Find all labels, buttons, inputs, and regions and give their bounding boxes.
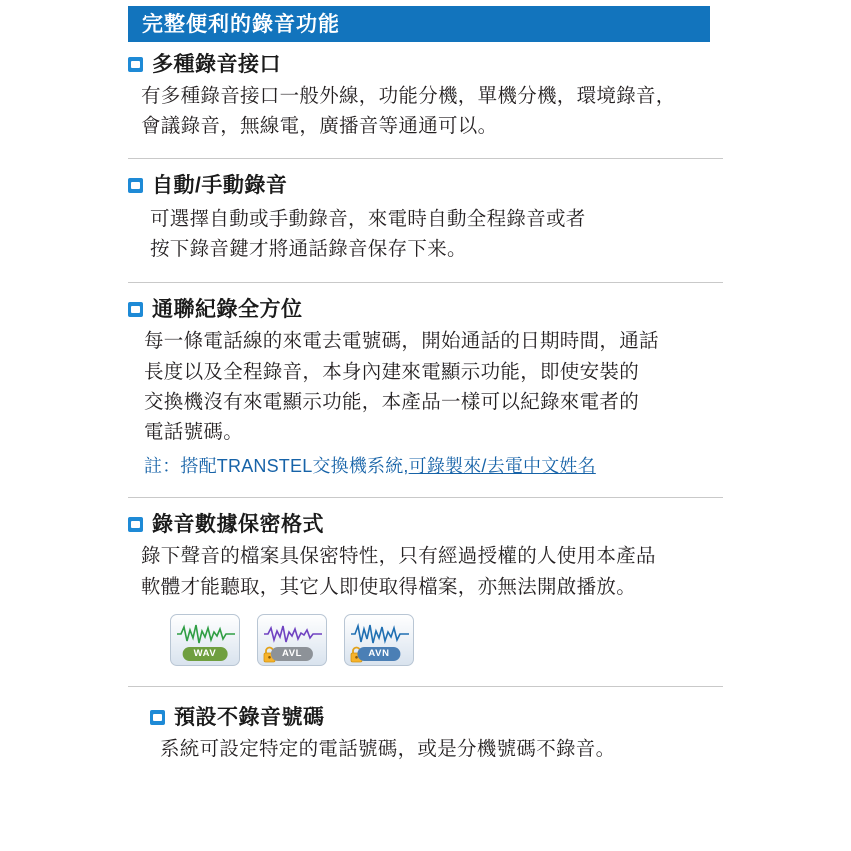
section-title: 錄音數據保密格式 — [152, 513, 324, 537]
page-title: 完整便利的錄音功能 — [142, 12, 340, 36]
section-note — [144, 453, 723, 481]
section-recording-interfaces — [0, 52, 851, 142]
section-body — [141, 541, 723, 601]
section-heading — [150, 705, 723, 730]
square-bullet-icon — [128, 178, 143, 193]
note-prefix: 註：搭配TRANSTEL交換機系統, — [144, 456, 409, 477]
body-line: 有多種錄音接口一般外線，功能分機，單機分機，環境錄音， — [141, 85, 676, 108]
section-divider — [128, 158, 723, 159]
body-line: 錄下聲音的檔案具保密特性，只有經過授權的人使用本產品 — [141, 545, 656, 568]
section-divider — [128, 686, 723, 687]
body-line: 按下錄音鍵才將通話錄音保存下来。 — [150, 238, 467, 261]
square-bullet-icon — [128, 302, 143, 317]
file-format-label: AVL — [271, 647, 313, 661]
square-bullet-icon — [128, 57, 143, 72]
body-line: 交換機沒有來電顯示功能，本產品一樣可以紀錄來電者的 — [144, 390, 640, 413]
waveform-icon — [350, 622, 410, 646]
section-title: 通聯紀錄全方位 — [152, 298, 303, 322]
body-line: 軟體才能聽取，其它人即使取得檔案，亦無法開啟播放。 — [141, 575, 637, 598]
file-format-icon-wav — [170, 614, 240, 666]
section-no-record-numbers — [0, 705, 851, 764]
section-auto-manual-recording — [0, 173, 851, 265]
section-heading — [128, 297, 723, 322]
section-heading — [128, 173, 723, 198]
file-format-label: WAV — [183, 647, 228, 661]
section-body — [141, 81, 723, 141]
body-line: 電話號碼。 — [144, 421, 244, 444]
note-underlined-text: 可錄製來/去電中文姓名 — [408, 456, 596, 477]
square-bullet-icon — [150, 710, 165, 725]
section-divider — [128, 497, 723, 498]
section-body — [150, 204, 723, 264]
file-format-icon-avl — [257, 614, 327, 666]
body-line: 會議錄音，無線電，廣播音等通通可以。 — [141, 115, 498, 138]
file-format-label: AVN — [357, 647, 400, 661]
section-divider — [128, 282, 723, 283]
section-encrypted-format — [0, 512, 851, 666]
section-body — [128, 734, 723, 764]
body-line: 系統可設定特定的電話號碼，或是分機號碼不錄音。 — [160, 738, 616, 761]
file-format-icons — [170, 614, 723, 666]
section-heading — [128, 52, 723, 77]
sections-container — [0, 42, 851, 764]
section-call-log — [0, 297, 851, 481]
waveform-icon — [176, 622, 236, 646]
section-body — [144, 326, 723, 481]
body-line: 可選擇自動或手動錄音，來電時自動全程錄音或者 — [150, 207, 586, 230]
section-heading — [128, 512, 723, 537]
body-line: 長度以及全程錄音，本身內建來電顯示功能，即使安裝的 — [144, 360, 640, 383]
file-format-icon-avn — [344, 614, 414, 666]
body-line: 每一條電話線的來電去電號碼，開始通話的日期時間，通話 — [144, 330, 659, 353]
section-title: 預設不錄音號碼 — [174, 705, 325, 729]
page-header-banner — [128, 6, 710, 42]
section-title: 自動/手動錄音 — [152, 173, 288, 197]
section-title: 多種錄音接口 — [152, 53, 281, 76]
waveform-icon — [263, 622, 323, 646]
square-bullet-icon — [128, 517, 143, 532]
